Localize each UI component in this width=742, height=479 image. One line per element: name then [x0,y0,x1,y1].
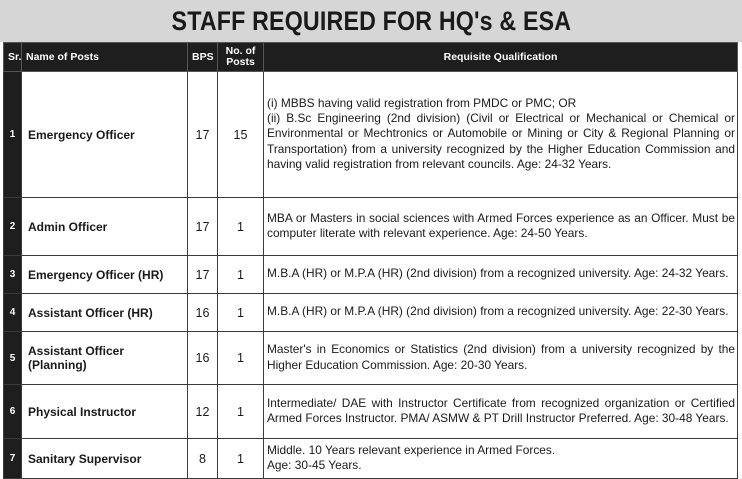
row-sr: 1 [4,72,22,198]
row-bps: 16 [188,294,218,332]
row-qualification: Middle. 10 Years relevant experience in Armed Forces. Age: 30-45 Years. [264,439,738,479]
table-row [4,72,738,198]
row-posts: 1 [218,256,264,294]
row-sr: 7 [4,439,22,479]
row-bps: 17 [188,72,218,198]
row-post-name: Sanitary Supervisor [22,439,188,479]
row-bps: 17 [188,256,218,294]
header-name-of-posts: Name of Posts [22,43,188,72]
row-post-name: Physical Instructor [22,385,188,439]
row-qualification: Master's in Economics or Statistics (2nd division) from a university recognized by the Higher Education Commission. Age: 20-30 Years. [264,332,738,385]
row-sr: 5 [4,332,22,385]
title-banner [0,0,742,42]
table-row [4,256,738,294]
page-title: STAFF REQUIRED FOR HQ's & ESA [171,5,571,36]
row-bps: 17 [188,198,218,256]
row-sr: 2 [4,198,22,256]
row-qualification: MBA or Masters in social sciences with Armed Forces experience as an Officer. Must be computer literate with relevant experience. Age: 24-50 Years. [264,198,738,256]
row-posts: 1 [218,198,264,256]
row-posts: 1 [218,294,264,332]
header-requisite-qualification: Requisite Qualification [264,43,738,72]
table-row [4,294,738,332]
table-row [4,439,738,479]
row-bps: 8 [188,439,218,479]
row-post-name: Assistant Officer (HR) [22,294,188,332]
table-row [4,385,738,439]
row-post-name: Admin Officer [22,198,188,256]
header-bps: BPS [188,43,218,72]
row-post-name: Emergency Officer (HR) [22,256,188,294]
staff-table [3,42,738,479]
table-row [4,332,738,385]
table-body [4,72,738,479]
row-posts: 1 [218,332,264,385]
row-bps: 12 [188,385,218,439]
row-posts: 1 [218,385,264,439]
header-no-of-posts: No. of Posts [218,43,264,72]
table-header [4,43,738,72]
table-row [4,198,738,256]
header-sr: Sr. [4,43,22,72]
row-qualification: (i) MBBS having valid registration from PMDC or PMC; OR (ii) B.Sc Engineering (2nd division) (Civil or Electrical or Mechanical or Chemical or Environmental or Mechtronics or Automobile or Mining or City & Regional Planning or Transportation) from a university recognized by the Higher Education Commission and having valid registration from relevant councils. Age: 24-32 Years. [264,72,738,198]
row-qualification: M.B.A (HR) or M.P.A (HR) (2nd division) from a recognized university. Age: 22-30 Years. [264,294,738,332]
row-sr: 4 [4,294,22,332]
row-qualification: Intermediate/ DAE with Instructor Certificate from recognized organization or Certified Armed Forces Instructor. PMA/ ASMW & PT Drill Instructor Preferred. Age: 30-48 Years. [264,385,738,439]
row-sr: 3 [4,256,22,294]
row-bps: 16 [188,332,218,385]
row-posts: 15 [218,72,264,198]
row-post-name: Emergency Officer [22,72,188,198]
row-posts: 1 [218,439,264,479]
row-post-name: Assistant Officer (Planning) [22,332,188,385]
row-sr: 6 [4,385,22,439]
row-qualification: M.B.A (HR) or M.P.A (HR) (2nd division) from a recognized university. Age: 24-32 Years. [264,256,738,294]
